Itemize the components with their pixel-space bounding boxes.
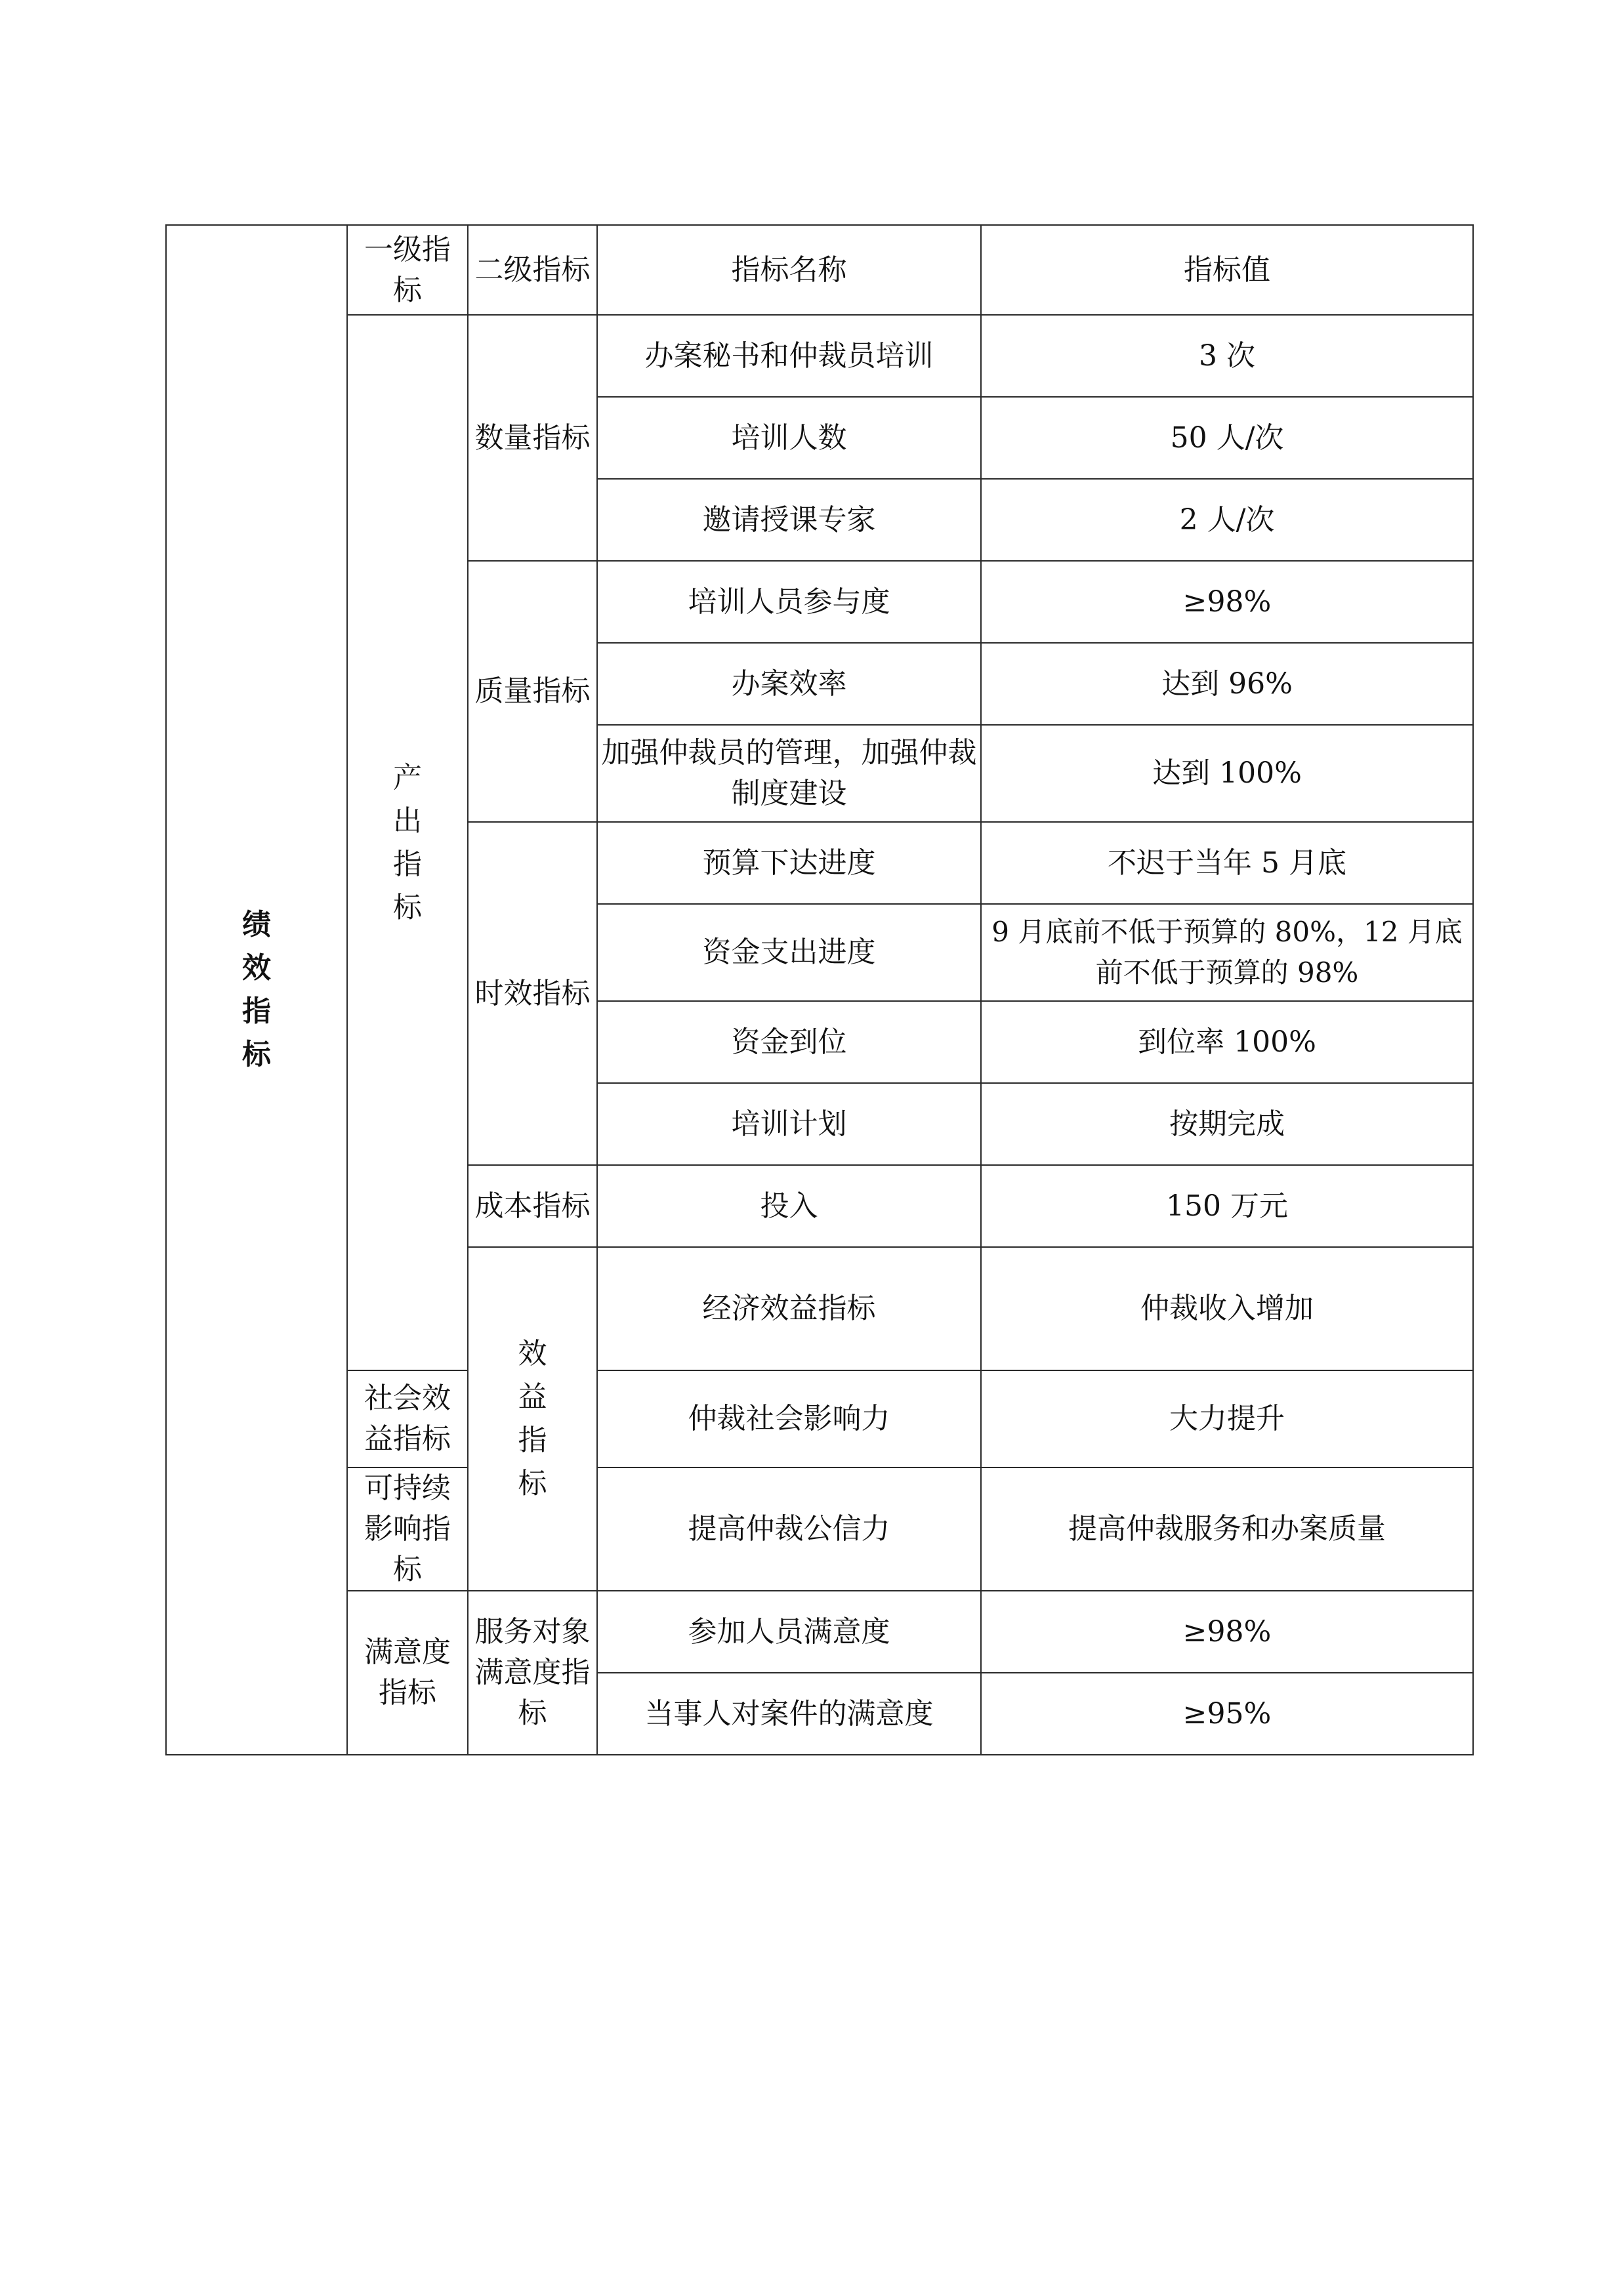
service-satisfaction-indicator-cell: 服务对象满意度指标 bbox=[468, 1591, 597, 1755]
indicator-value: 大力提升 bbox=[981, 1370, 1473, 1467]
indicator-name: 加强仲裁员的管理，加强仲裁制度建设 bbox=[597, 725, 981, 822]
indicator-name: 培训人数 bbox=[597, 397, 981, 479]
performance-indicator-cell bbox=[166, 225, 347, 1755]
indicator-value: ≥98% bbox=[981, 561, 1473, 643]
indicator-value: 2 人/次 bbox=[981, 479, 1473, 561]
header-first-level: 一级指标 bbox=[347, 225, 468, 315]
header-indicator-name: 指标名称 bbox=[597, 225, 981, 315]
performance-indicator-table bbox=[165, 224, 1474, 1755]
indicator-value: 150 万元 bbox=[981, 1165, 1473, 1247]
indicator-value: 不迟于当年 5 月底 bbox=[981, 822, 1473, 904]
indicator-name: 投入 bbox=[597, 1165, 981, 1247]
output-indicator-label: 产出指标 bbox=[392, 760, 422, 924]
indicator-value: 提高仲裁服务和办案质量 bbox=[981, 1467, 1473, 1591]
indicator-name: 预算下达进度 bbox=[597, 822, 981, 904]
indicator-value: 按期完成 bbox=[981, 1083, 1473, 1165]
table-row bbox=[166, 315, 1473, 397]
benefit-indicator-cell bbox=[468, 1247, 597, 1591]
quality-indicator-cell: 质量指标 bbox=[468, 561, 597, 822]
header-indicator-value: 指标值 bbox=[981, 225, 1473, 315]
cost-indicator-cell: 成本指标 bbox=[468, 1165, 597, 1247]
economic-indicator-cell: 经济效益指标 bbox=[597, 1247, 981, 1370]
indicator-name: 办案效率 bbox=[597, 643, 981, 725]
indicator-value: 9 月底前不低于预算的 80%，12 月底前不低于预算的 98% bbox=[981, 904, 1473, 1001]
indicator-value: 50 人/次 bbox=[981, 397, 1473, 479]
indicator-name: 当事人对案件的满意度 bbox=[597, 1673, 981, 1755]
table-row bbox=[166, 1370, 1473, 1467]
table-header-row bbox=[166, 225, 1473, 315]
satisfaction-indicator-cell: 满意度指标 bbox=[347, 1591, 468, 1755]
performance-indicator-label: 绩效指标 bbox=[241, 908, 271, 1071]
indicator-name: 提高仲裁公信力 bbox=[597, 1467, 981, 1591]
quantity-indicator-cell: 数量指标 bbox=[468, 315, 597, 561]
indicator-name: 培训计划 bbox=[597, 1083, 981, 1165]
benefit-indicator-label: 效益指标 bbox=[518, 1337, 547, 1500]
indicator-name: 培训人员参与度 bbox=[597, 561, 981, 643]
indicator-value: ≥95% bbox=[981, 1673, 1473, 1755]
indicator-value: 3 次 bbox=[981, 315, 1473, 397]
indicator-value: 达到 96% bbox=[981, 643, 1473, 725]
timeliness-indicator-cell: 时效指标 bbox=[468, 822, 597, 1165]
sustainable-indicator-cell: 可持续影响指标 bbox=[347, 1467, 468, 1591]
indicator-name: 办案秘书和仲裁员培训 bbox=[597, 315, 981, 397]
indicator-name: 邀请授课专家 bbox=[597, 479, 981, 561]
table-row bbox=[166, 1467, 1473, 1591]
indicator-name: 资金到位 bbox=[597, 1001, 981, 1083]
table-row bbox=[166, 1591, 1473, 1673]
indicator-name: 参加人员满意度 bbox=[597, 1591, 981, 1673]
indicator-value: ≥98% bbox=[981, 1591, 1473, 1673]
indicator-name: 资金支出进度 bbox=[597, 904, 981, 1001]
indicator-value: 达到 100% bbox=[981, 725, 1473, 822]
indicator-value: 到位率 100% bbox=[981, 1001, 1473, 1083]
indicator-name: 仲裁收入增加 bbox=[981, 1247, 1473, 1370]
social-indicator-cell: 社会效益指标 bbox=[347, 1370, 468, 1467]
header-second-level: 二级指标 bbox=[468, 225, 597, 315]
output-indicator-cell bbox=[347, 315, 468, 1370]
indicator-name: 仲裁社会影响力 bbox=[597, 1370, 981, 1467]
